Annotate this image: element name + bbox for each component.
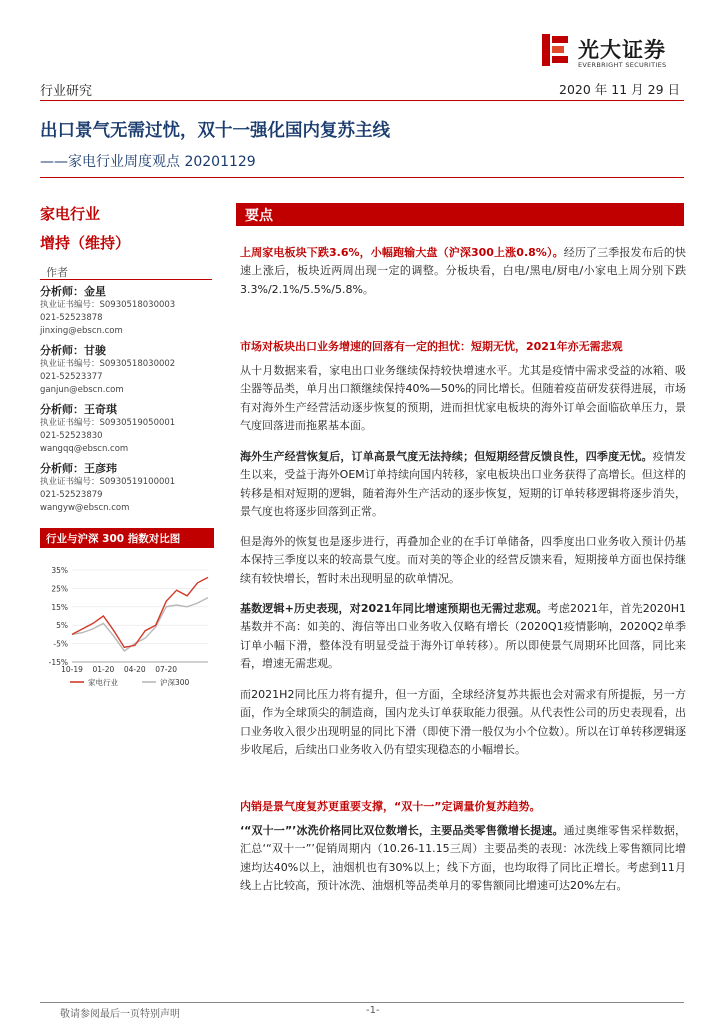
report-category: 行业研究	[40, 84, 93, 99]
legend-label: 沪深300	[160, 678, 190, 687]
y-tick-label: -5%	[53, 639, 68, 649]
paragraph-2021h2: 而2021H2同比压力将有提升，但一方面，全球经济复苏共振也会对需求有所提振，另一方面，作为全球顶尖的制造商，国内龙头订单获取能力很强。从代表性公司的历史表现看，出口业务收入很少出现明显的同比下滑（即使下滑一般仅为小个位数）。所以在订单转移逻辑逐步收尾后，后续出口业务收入仍有望实现稳态的小幅增长。	[240, 688, 686, 756]
report-date: 2020 年 11 月 29 日	[559, 82, 680, 97]
author-email[interactable]: wangqq@ebscn.com	[40, 444, 129, 454]
section-heading-domestic: 内销是景气度复苏更重要支撑，“双十一”定调量价复苏趋势。	[240, 800, 541, 813]
author-cert: 执业证书编号：S0930518030003	[40, 300, 176, 310]
base-logic-bold: 基数逻辑+历史表现，对2021年同比增速预期也无需过悲观。	[240, 602, 548, 615]
paragraph-q4-outlook: 但是海外的恢复也是逐步进行，再叠加企业的在手订单储备，四季度出口业务收入预计仍基本保持三季度以来的较高景气度。而对美的等企业的经营反馈来看，短期接单方面也保持继续有较快增长，暂时未出现明显的砍单情况。	[240, 535, 686, 585]
authors-header-label: 作者	[46, 266, 68, 279]
report-title: 出口景气无需过忧，双十一强化国内复苏主线	[40, 121, 390, 141]
comparison-chart-header	[40, 528, 214, 548]
author-name: 分析师：王奇琪	[40, 403, 117, 416]
y-tick-label: 25%	[51, 584, 68, 594]
author-block	[40, 283, 220, 338]
overseas-recovery-text: 疫情发生以来，受益于海外OEM订单持续向国内转移，家电板块出口业务获得了高增长。但这样的转移是相对短期的逻辑，随着海外生产活动的逐步恢复，短期的订单转移逻辑将逐步消失，景气度也将逐步回落到正常。	[240, 450, 687, 518]
author-phone: 021-52523830	[40, 431, 103, 441]
key-points-header	[236, 203, 684, 226]
series-line-industry	[72, 577, 208, 647]
author-phone: 021-52523377	[40, 372, 103, 382]
x-tick-label: 07-20	[155, 665, 178, 674]
author-block	[40, 342, 220, 397]
weekly-performance-highlight: 上周家电板块下跌3.6%，小幅跑输大盘（沪深300上涨0.8%）。	[240, 246, 564, 259]
paragraph-double-eleven	[240, 822, 686, 895]
brand-logo-icon	[540, 32, 570, 68]
author-name: 分析师：甘骏	[40, 344, 106, 357]
double-eleven-text: 通过奥维零售采样数据，汇总‘“双十一”’促销周期内（10.26-11.15三周）主要品类的表现：冰洗线上零售额同比增速均达40%以上，油烟机也有30%以上；线下方面，也均取得了同比正增长。考虑到11月线上占比较高，预计冰洗、油烟机等品类单月的零售额同比增速可达20%左右。	[240, 824, 686, 892]
paragraph-weekly-performance	[240, 244, 686, 299]
industry-vs-index-chart	[40, 560, 220, 700]
author-block	[40, 401, 220, 456]
x-tick-label: 04-20	[123, 665, 146, 674]
author-name: 分析师：金星	[40, 285, 106, 298]
report-subtitle: ——家电行业周度观点 20201129	[40, 154, 256, 170]
author-phone: 021-52523879	[40, 490, 103, 500]
author-block	[40, 460, 220, 515]
footer-divider	[40, 1002, 684, 1003]
page-number: -1-	[366, 1005, 380, 1016]
weekly-performance-text: 经历了三季报发布后的快速上涨后，板块近两周出现一定的调整。分板块看，白电/黑电/厨电/小家电上周分别下跌3.3%/2.1%/5.5%/5.8%。	[240, 246, 686, 296]
footer-disclaimer-note[interactable]: 敬请参阅最后一页特别声明	[60, 1009, 180, 1020]
key-points-title: 要点	[245, 208, 273, 224]
section-heading-export: 市场对板块出口业务增速的回落有一定的担忧：短期无忧，2021年亦无需悲观	[240, 340, 623, 353]
author-cert: 执业证书编号：S0930519050001	[40, 418, 176, 428]
author-email[interactable]: wangyw@ebscn.com	[40, 503, 130, 513]
double-eleven-bold: ‘“双十一”’冰洗价格同比双位数增长，主要品类零售微增长提速。	[240, 824, 564, 837]
author-email[interactable]: jinxing@ebscn.com	[40, 326, 123, 336]
paragraph-base-logic	[240, 600, 686, 673]
y-tick-label: -15%	[48, 658, 68, 667]
investment-rating: 增持（维持）	[40, 234, 131, 252]
author-cert: 执业证书编号：S0930519100001	[40, 477, 176, 487]
author-email[interactable]: ganjun@ebscn.com	[40, 385, 124, 395]
paragraph-export-data: 从十月数据来看，家电出口业务继续保持较快增速水平。尤其是疫情中需求受益的冰箱、吸尘器等品类，单月出口额继续保持40%—50%的同比增长。但随着疫苗研发获得进展，市场有对海外生产经营活动逐步恢复的预期，进而担忧家电板块的海外订单会面临砍单压力，景气度回落进而拖累基本面。	[240, 364, 686, 432]
logo-english-text: EVERBRIGHT SECURITIES	[578, 61, 667, 69]
overseas-recovery-bold: 海外生产经营恢复后，订单高景气度无法持续；但短期经营反馈良性，四季度无忧。	[240, 450, 653, 463]
company-logo	[540, 30, 690, 74]
author-cert: 执业证书编号：S0930518030002	[40, 359, 176, 369]
sector-name: 家电行业	[40, 205, 101, 223]
title-divider	[40, 177, 684, 178]
comparison-chart-title: 行业与沪深 300 指数对比图	[46, 533, 181, 545]
logo-text: 光大证券	[578, 38, 666, 62]
base-logic-text: 考虑2021年，首先2020H1基数并不高：如美的、海信等出口业务收入仅略有增长（2020Q1疫情影响，2020Q2单季订单小幅下滑，整体没有明显受益于海外订单转移）。所以即使景气周期环比回落，同比来看，增速无需悲观。	[240, 602, 686, 670]
y-tick-label: 35%	[51, 566, 68, 575]
authors-header	[40, 262, 212, 280]
x-tick-label: 01-20	[92, 665, 115, 674]
author-phone: 021-52523878	[40, 313, 103, 323]
header-divider	[40, 100, 684, 101]
author-name: 分析师：王彦玮	[40, 462, 117, 475]
y-tick-label: 15%	[51, 602, 68, 612]
y-tick-label: 5%	[56, 621, 68, 631]
paragraph-overseas-recovery	[240, 448, 686, 521]
legend-label: 家电行业	[88, 678, 118, 687]
x-tick-label: 10-19	[61, 665, 83, 674]
